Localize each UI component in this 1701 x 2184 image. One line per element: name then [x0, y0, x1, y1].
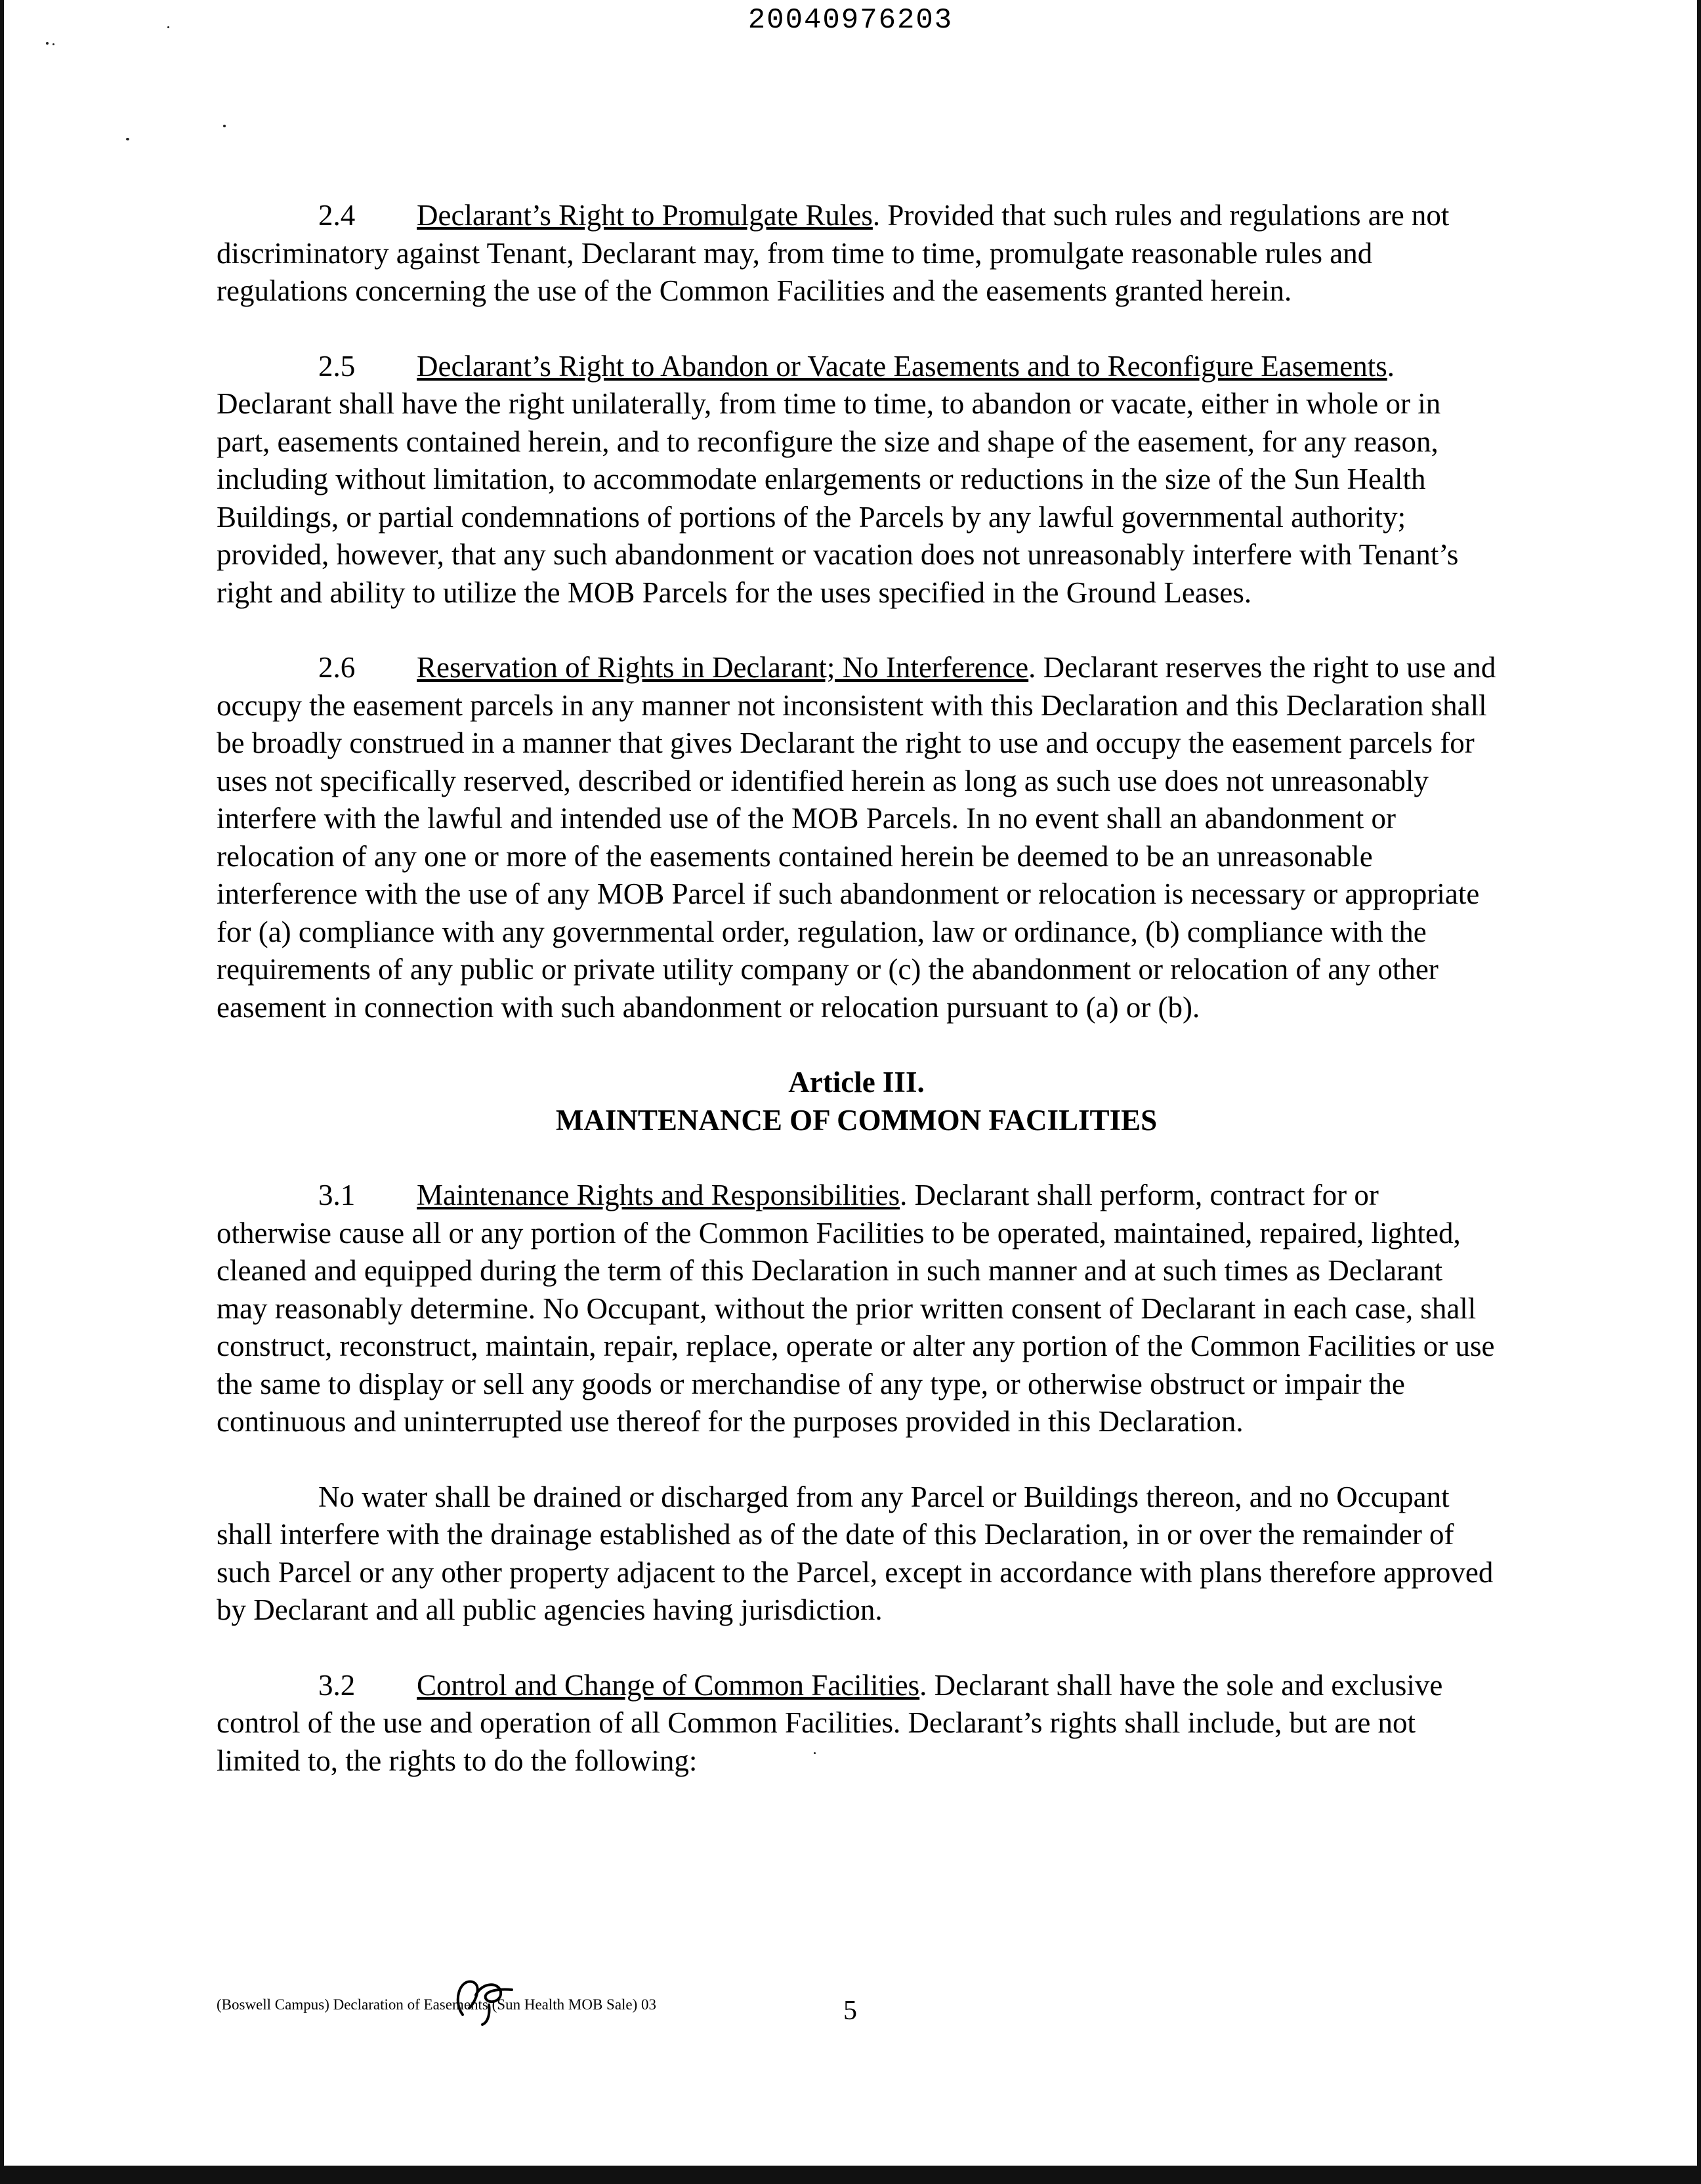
paragraph-text: No water shall be drained or discharged from any Parcel or Buildings thereon, and no Occupant shall interfere with the drainage established as of the date of this Declaration, in or over the remainder of such Parcel or any other property adjacent to the Parcel, except in accordance with plans therefore approved by Declarant and all public agencies having jurisdiction.: [217, 1480, 1494, 1626]
article-title: MAINTENANCE OF COMMON FACILITIES: [555, 1103, 1158, 1137]
section-3-2: [217, 1667, 1496, 1780]
section-text: . Declarant shall have the sole and exclusive control of the use and operation of all Common Facilities. Declarant’s rights shall include, but are not limited to, the rights to do the following:: [217, 1668, 1443, 1777]
section-number: 3.2: [318, 1668, 356, 1702]
section-heading: Reservation of Rights in Declarant; No Interference: [417, 651, 1029, 684]
footer-document-title: (Boswell Campus) Declaration of Easements (Sun Health MOB Sale) 03: [217, 1996, 657, 2013]
section-heading: Maintenance Rights and Responsibilities: [417, 1179, 900, 1211]
section-text: . Declarant shall have the right unilaterally, from time to time, to abandon or vacate, either in whole or in part, easements contained herein, and to reconfigure the size and shape of the easement, for any reason, including without limitation, to accommodate enlargements or reductions in the size of the Sun Health Buildings, or partial condemnations of portions of the Parcels by any lawful governmental authority; provided, however, that any such abandonment or vacation does not unreasonably interfere with Tenant’s right and ability to utilize the MOB Parcels for the uses specified in the Ground Leases.: [217, 349, 1459, 609]
page-number: 5: [843, 1996, 857, 2026]
scan-right-edge: [1697, 0, 1701, 2184]
document-body: [217, 197, 1496, 1817]
document-number: 20040976203: [747, 4, 954, 37]
section-text: . Declarant shall perform, contract for or otherwise cause all or any portion of the Common Facilities to be operated, maintained, repaired, lighted, cleaned and equipped during the term of this Declaration in such manner and at such times as Declarant may reasonably determine. No Occupant, without the prior written consent of Declarant in each case, shall construct, reconstruct, maintain, repair, replace, operate or alter any portion of the Common Facilities or use the same to display or sell any goods or merchandise of any type, or otherwise obstruct or impair the continuous and uninterrupted use thereof for the purposes provided in this Declaration.: [217, 1179, 1495, 1438]
section-text: . Declarant reserves the right to use and occupy the easement parcels in any manner not inconsistent with this Declaration and this Declaration shall be broadly construed in a manner that gives Declarant the right to use and occupy the easement parcels for uses not specifically reserved, described or identified herein as long as such use does not unreasonably interfere with the lawful and intended use of the MOB Parcels. In no event shall an abandonment or relocation of any one or more of the easements contained herein be deemed to be an unreasonable interference with the use of any MOB Parcel if such abandonment or relocation is necessary or appropriate for (a) compliance with any governmental order, regulation, law or ordinance, (b) compliance with the requirements of any public or private utility company or (c) the abandonment or relocation of any other easement in connection with such abandonment or relocation pursuant to (a) or (b).: [217, 651, 1496, 1024]
section-2-6: [217, 649, 1496, 1026]
section-number: 3.1: [318, 1179, 356, 1211]
article-heading: [217, 1064, 1496, 1139]
section-number: 2.5: [318, 349, 356, 383]
section-heading: Declarant’s Right to Promulgate Rules: [417, 199, 873, 232]
section-text: . Provided that such rules and regulations are not discriminatory against Tenant, Declarant may, from time to time, promulgate reasonable rules and regulations concerning the use of the Common Facilities and the easements granted herein.: [217, 199, 1450, 307]
scan-bottom-edge: [0, 2166, 1701, 2184]
section-heading: Control and Change of Common Facilities: [417, 1668, 920, 1702]
section-number: 2.6: [318, 651, 356, 684]
section-2-5: [217, 348, 1496, 612]
handwritten-initials-icon: [450, 1975, 522, 2028]
article-label: Article III.: [788, 1066, 925, 1099]
scan-left-edge: [0, 0, 4, 2184]
water-drainage-paragraph: [217, 1479, 1496, 1629]
section-3-1: [217, 1177, 1496, 1441]
section-2-4: [217, 197, 1496, 310]
section-heading: Declarant’s Right to Abandon or Vacate Easements and to Reconfigure Easements: [417, 349, 1387, 383]
section-number: 2.4: [318, 199, 356, 232]
